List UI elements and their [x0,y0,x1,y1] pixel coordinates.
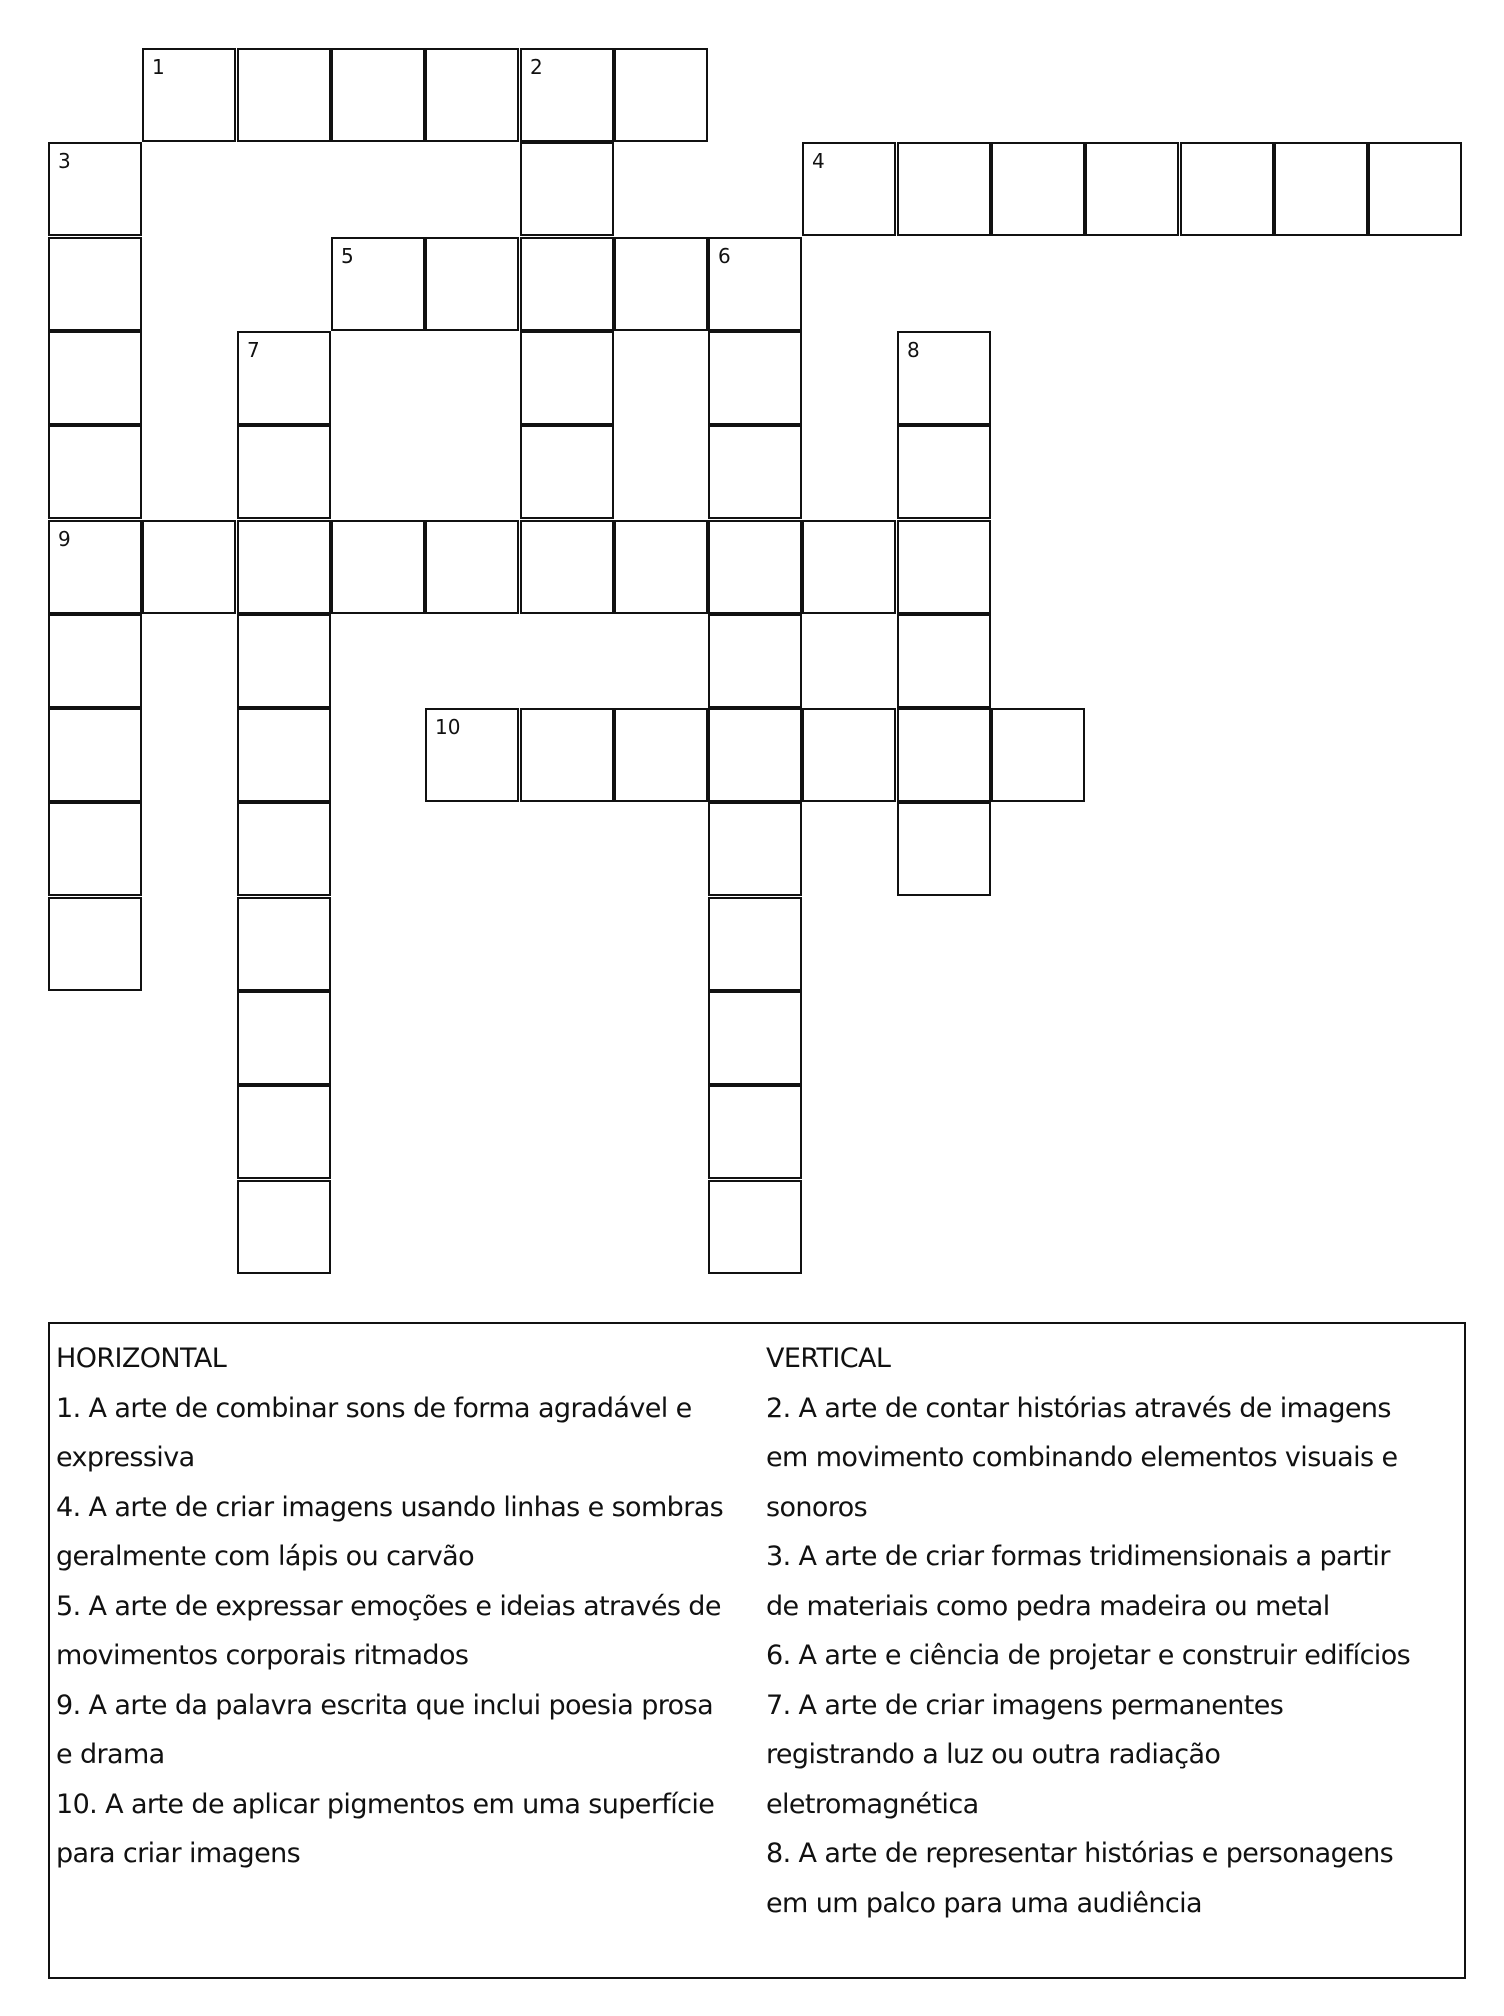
across-clue-line: expressiva [56,1442,195,1473]
down-clue-line: 6. A arte e ciência de projetar e construir edifícios [766,1640,1411,1671]
grid-cell[interactable] [520,708,614,802]
down-heading: VERTICAL [766,1343,891,1374]
down-clue-line: eletromagnética [766,1788,979,1820]
grid-cell[interactable] [897,520,991,614]
grid-cell[interactable] [708,708,802,802]
grid-cell[interactable] [1368,142,1462,236]
across-clue-line: 5. A arte de expressar emoções e ideias através de [56,1590,721,1622]
clue-number: 5 [341,244,354,268]
grid-cell[interactable] [237,1085,331,1179]
grid-cell[interactable] [48,897,142,991]
grid-cell[interactable] [708,897,802,991]
down-clues [766,1334,1466,1928]
grid-cell[interactable] [708,614,802,708]
grid-cell[interactable] [48,425,142,519]
grid-cell[interactable] [802,520,896,614]
grid-cell[interactable] [1085,142,1179,236]
grid-cell[interactable] [48,331,142,425]
clue-number: 8 [907,338,920,362]
across-clue-line: 9. A arte da palavra escrita que inclui poesia prosa [56,1689,714,1721]
grid-cell[interactable] [520,237,614,331]
grid-cell[interactable] [802,708,896,802]
grid-cell[interactable] [48,142,142,236]
grid-cell[interactable] [425,48,519,142]
grid-cell[interactable] [142,48,236,142]
grid-cell[interactable] [708,991,802,1085]
grid-cell[interactable] [708,1180,802,1274]
across-clues [56,1334,756,1879]
clue-number: 7 [247,338,260,362]
grid-cell[interactable] [1180,142,1274,236]
grid-cell[interactable] [708,425,802,519]
grid-cell[interactable] [237,802,331,896]
grid-cell[interactable] [237,708,331,802]
grid-cell[interactable] [331,237,425,331]
grid-cell[interactable] [48,520,142,614]
grid-cell[interactable] [520,331,614,425]
grid-cell[interactable] [1274,142,1368,236]
grid-cell[interactable] [425,237,519,331]
grid-cell[interactable] [897,614,991,708]
grid-cell[interactable] [897,331,991,425]
grid-cell[interactable] [520,520,614,614]
grid-cell[interactable] [708,331,802,425]
down-clue-line: 3. A arte de criar formas tridimensionais a partir [766,1541,1390,1572]
clue-number: 10 [435,715,461,739]
grid-cell[interactable] [237,991,331,1085]
grid-cell[interactable] [237,425,331,519]
grid-cell[interactable] [48,802,142,896]
grid-cell[interactable] [520,142,614,236]
clue-number: 1 [152,55,165,79]
clue-number: 6 [718,244,731,268]
down-clue-line: em movimento combinando elementos visuais e [766,1442,1398,1473]
across-clue-line: movimentos corporais ritmados [56,1640,469,1671]
grid-cell[interactable] [237,48,331,142]
grid-cell[interactable] [897,425,991,519]
grid-cell[interactable] [520,48,614,142]
across-clue-line: 1. A arte de combinar sons de forma agradável e [56,1392,692,1424]
grid-cell[interactable] [802,142,896,236]
grid-cell[interactable] [897,802,991,896]
grid-cell[interactable] [237,614,331,708]
clue-number: 4 [812,149,825,173]
grid-cell[interactable] [48,237,142,331]
across-clue-line: geralmente com lápis ou carvão [56,1541,475,1572]
grid-cell[interactable] [331,48,425,142]
down-clue-line: sonoros [766,1491,868,1523]
grid-cell[interactable] [897,708,991,802]
grid-cell[interactable] [237,520,331,614]
grid-cell[interactable] [237,897,331,991]
across-clue-line: e drama [56,1739,165,1770]
grid-cell[interactable] [520,425,614,519]
grid-cell[interactable] [48,708,142,802]
down-clue-line: 7. A arte de criar imagens permanentes [766,1689,1284,1721]
clue-number: 3 [58,149,71,173]
grid-cell[interactable] [708,237,802,331]
grid-cell[interactable] [991,708,1085,802]
grid-cell[interactable] [48,614,142,708]
grid-cell[interactable] [142,520,236,614]
across-heading: HORIZONTAL [56,1343,227,1374]
grid-cell[interactable] [991,142,1085,236]
grid-cell[interactable] [331,520,425,614]
down-clue-line: registrando a luz ou outra radiação [766,1739,1221,1770]
across-clue-line: 10. A arte de aplicar pigmentos em uma superfície [56,1788,715,1820]
down-clue-line: 8. A arte de representar histórias e personagens [766,1838,1394,1869]
grid-cell[interactable] [614,237,708,331]
down-clue-line: em um palco para uma audiência [766,1887,1202,1919]
grid-cell[interactable] [614,708,708,802]
across-clue-line: para criar imagens [56,1838,301,1869]
grid-cell[interactable] [708,1085,802,1179]
grid-cell[interactable] [614,48,708,142]
grid-cell[interactable] [425,708,519,802]
clue-number: 2 [530,55,543,79]
grid-cell[interactable] [237,331,331,425]
grid-cell[interactable] [708,520,802,614]
down-clue-line: de materiais como pedra madeira ou metal [766,1590,1330,1622]
grid-cell[interactable] [237,1180,331,1274]
clues-box [48,1322,1466,1979]
grid-cell[interactable] [614,520,708,614]
across-clue-line: 4. A arte de criar imagens usando linhas e sombras [56,1491,724,1523]
grid-cell[interactable] [425,520,519,614]
grid-cell[interactable] [897,142,991,236]
clue-number: 9 [58,527,71,551]
down-clue-line: 2. A arte de contar histórias através de imagens [766,1392,1391,1424]
grid-cell[interactable] [708,802,802,896]
